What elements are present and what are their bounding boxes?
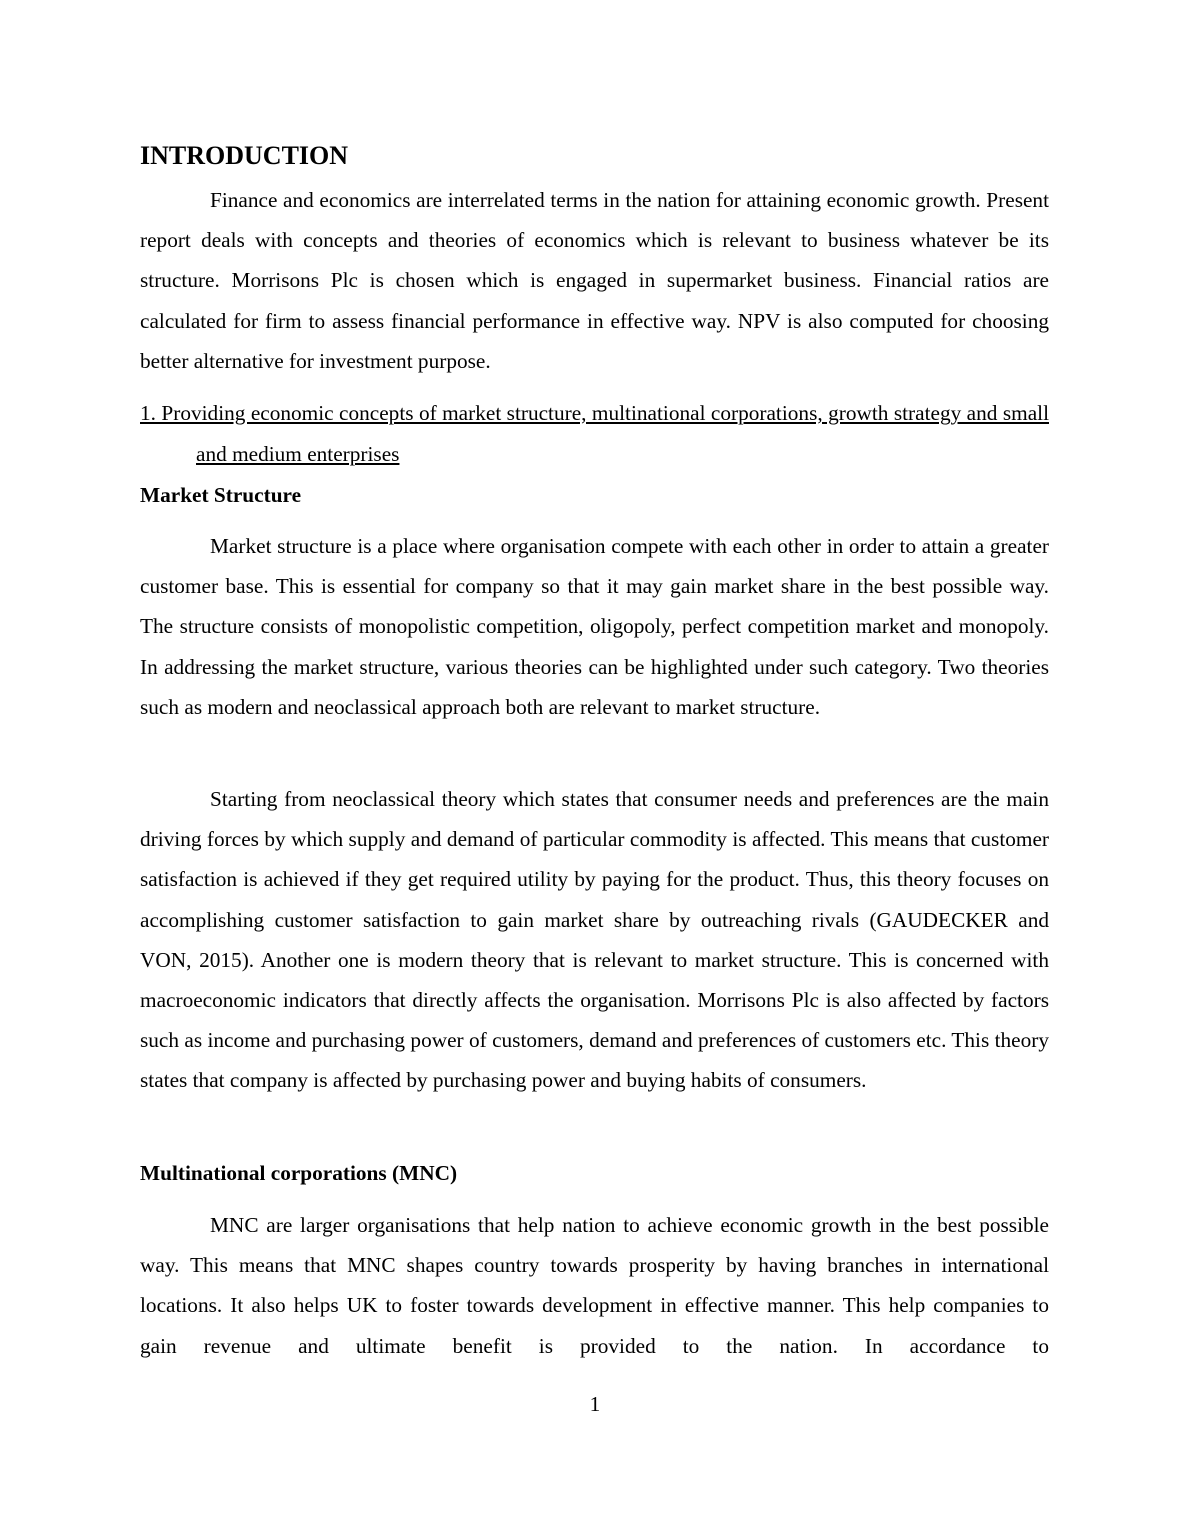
- page-number: 1: [589, 1392, 601, 1416]
- market-structure-paragraph-1: Market structure is a place where organisation compete with each other in order to attain a greater customer base. This is essential for company so that it may gain market share in the best possible way. The structure consists of monopolistic competition, oligopoly, perfect competition market and monopoly. In addressing the market structure, various theories can be highlighted under such category. Two theories such as modern and neoclassical approach both are relevant to market structure.: [140, 534, 1049, 719]
- subsection-title-market-structure: Market Structure: [140, 483, 302, 507]
- page-title: INTRODUCTION: [140, 141, 349, 170]
- section-heading: 1. Providing economic concepts of market structure, multinational corporations, growth strategy and small and medium enterprises: [140, 401, 1049, 466]
- market-structure-paragraph-2: Starting from neoclassical theory which states that consumer needs and preferences are the main driving forces by which supply and demand of particular commodity is affected. This means that customer satisfaction is achieved if they get required utility by paying for the product. Thus, this theory focuses on accomplishing customer satisfaction to gain market share by outreaching rivals (GAUDECKER and VON, 2015). Another one is modern theory that is relevant to market structure. This is concerned with macroeconomic indicators that directly affects the organisation. Morrisons Plc is also affected by factors such as income and purchasing power of customers, demand and preferences of customers etc. This theory states that company is affected by purchasing power and buying habits of consumers.: [140, 787, 1049, 1093]
- intro-paragraph: Finance and economics are interrelated terms in the nation for attaining economic growth. Present report deals with concepts and theories of economics which is relevant to business whatever be its structure. Morrisons Plc is chosen which is engaged in supermarket business. Financial ratios are calculated for firm to assess financial performance in effective way. NPV is also computed for choosing better alternative for investment purpose.: [140, 188, 1049, 373]
- subsection-title-mnc: Multinational corporations (MNC): [140, 1161, 458, 1185]
- mnc-paragraph-1: MNC are larger organisations that help nation to achieve economic growth in the best possible way. This means that MNC shapes country towards prosperity by having branches in international locations. It also helps UK to foster towards development in effective manner. This help companies to gain revenue and ultimate benefit is provided to the nation. In accordance to: [140, 1213, 1049, 1358]
